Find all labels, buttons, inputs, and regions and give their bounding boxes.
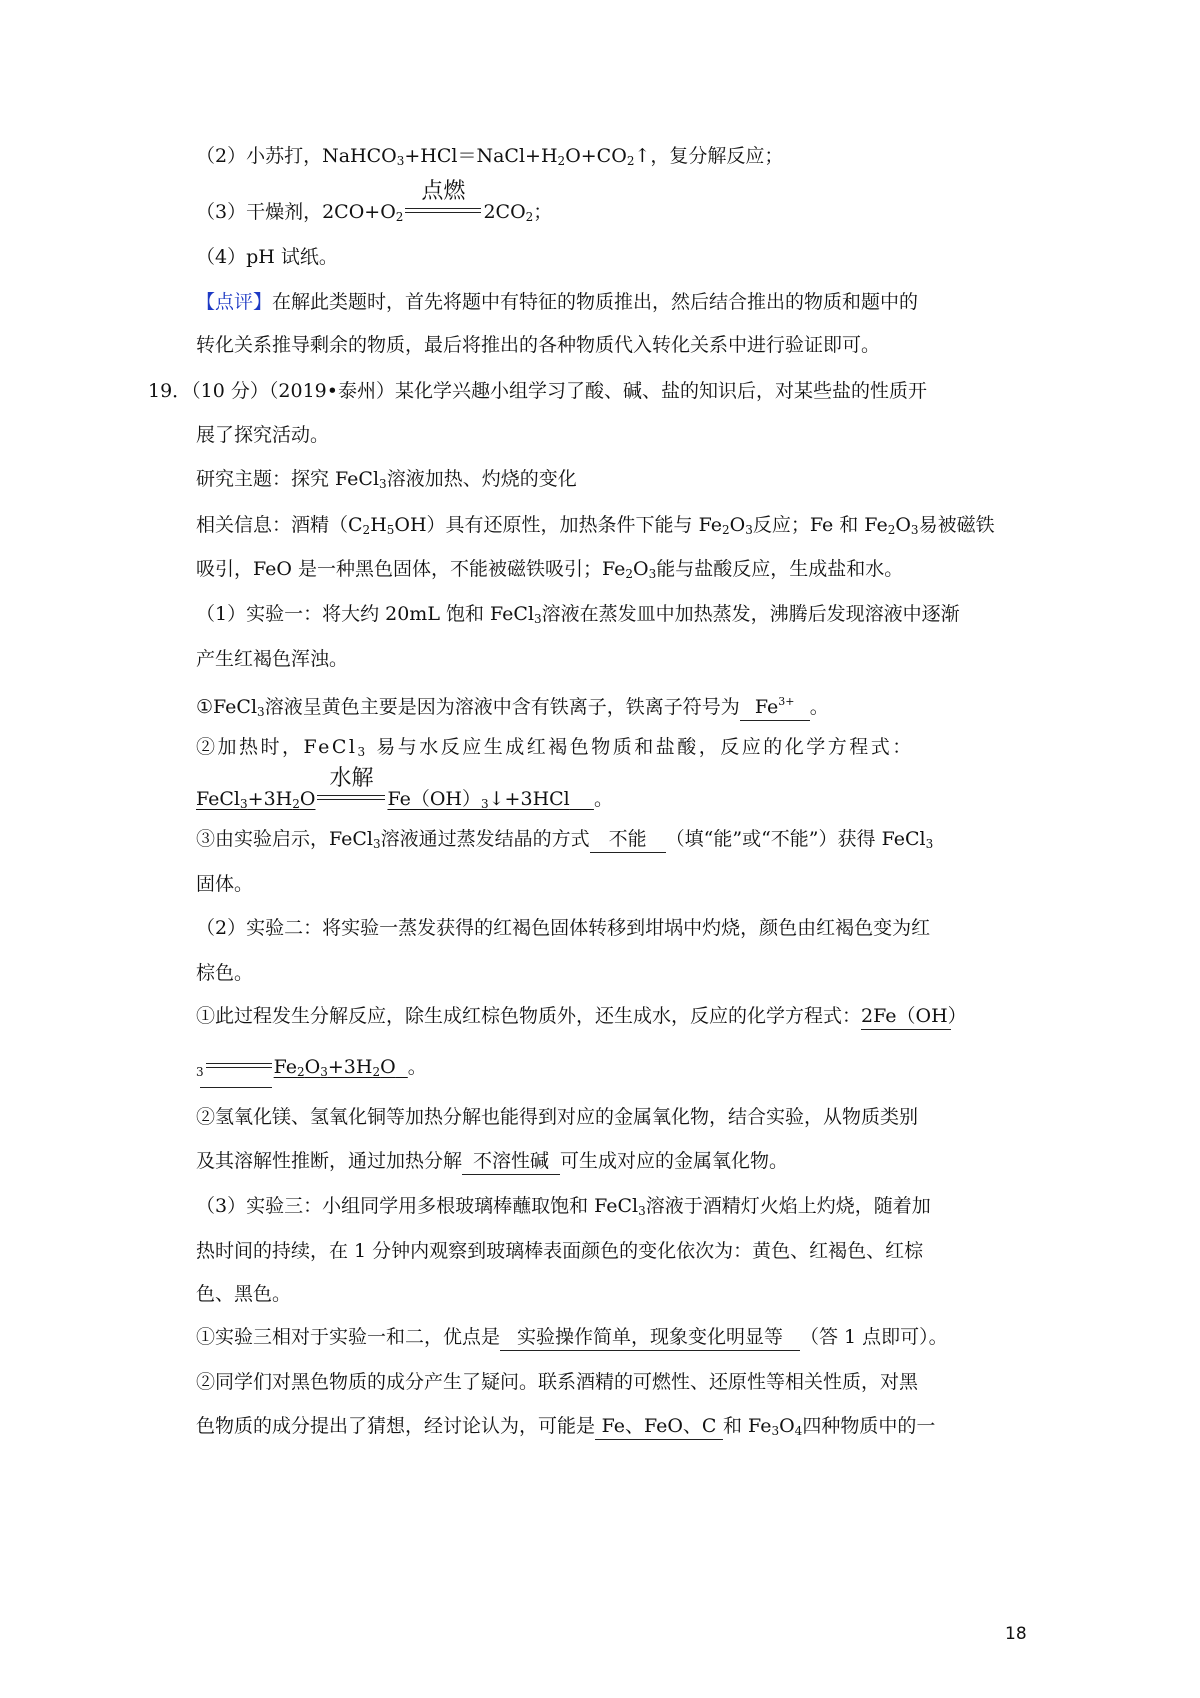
text: +HCl＝NaCl+H: [404, 145, 558, 167]
experiment-3-line-1: [196, 1193, 931, 1224]
text: 溶液在蒸发皿中加热蒸发，沸腾后发现溶液中逐渐: [541, 603, 960, 625]
text: +3H: [247, 788, 293, 810]
subscript: 3: [320, 1065, 328, 1079]
subscript: 3: [925, 837, 934, 851]
answer-blank: [740, 689, 810, 721]
subscript: 2: [887, 523, 896, 537]
text: O+CO: [565, 145, 627, 167]
experiment-1-equation: [196, 766, 613, 817]
subscript: 3: [910, 523, 919, 537]
subscript: 3: [771, 1424, 780, 1438]
answer-line-4: [196, 244, 338, 270]
comment-line-1: [196, 289, 918, 315]
text: ②同学们对黑色物质的成分产生了疑问。联系酒精的可燃性、还原性等相关性质，对黑: [196, 1371, 919, 1393]
subscript: 2: [362, 523, 371, 537]
experiment-1-q1: [196, 689, 829, 725]
answer-line-2: [196, 143, 783, 174]
text: （2）实验二：将实验一蒸发获得的红褐色固体转移到坩埚中灼烧，颜色由红褐色变为红: [196, 917, 931, 939]
text: ↑，复分解反应；: [634, 145, 784, 167]
reaction-condition-arrow: [315, 766, 387, 805]
text: ；: [533, 201, 553, 223]
experiment-2-line-1: [196, 915, 930, 941]
text: 反应；Fe 和 Fe: [752, 514, 888, 536]
answer-underline: [200, 1087, 272, 1088]
reaction-condition-arrow: [204, 1047, 274, 1073]
text: ②加热时，FeCl: [196, 736, 358, 758]
subscript: 2: [297, 1065, 305, 1079]
research-topic: [196, 466, 577, 497]
info-line-2: [196, 556, 903, 587]
text: 色物质的成分提出了猜想，经讨论认为，可能是: [196, 1415, 596, 1437]
condition-label: 点燃: [421, 179, 466, 204]
subscript: 3: [240, 797, 248, 811]
reaction-condition-arrow: [403, 179, 483, 218]
experiment-1-q3-cont: [196, 871, 253, 897]
subscript: 4: [794, 1424, 803, 1438]
subscript: 3: [648, 567, 657, 581]
subscript: 3: [481, 797, 489, 811]
experiment-3-line-3: [196, 1281, 291, 1307]
experiment-2-equation: [196, 1047, 427, 1085]
superscript: 3+: [778, 695, 795, 708]
text: 热时间的持续，在 1 分钟内观察到玻璃棒表面颜色的变化依次为：黄色、红褐色、红棕: [196, 1240, 924, 1262]
subscript: 2: [292, 797, 300, 811]
answer-blank: 不能: [590, 826, 666, 853]
text: O: [779, 1415, 795, 1437]
text: 色、黑色。: [196, 1283, 292, 1305]
text: 溶液加热、灼烧的变化: [386, 468, 577, 490]
text: 19．（10 分）（2019•泰州）某化学兴趣小组学习了酸、碱、盐的知识后，对某些盐的性质开: [148, 380, 927, 402]
text: 在解此类题时，首先将题中有特征的物质推出，然后结合推出的物质和题中的: [272, 291, 919, 313]
text: 相关信息：酒精（C: [196, 514, 363, 536]
text: O: [895, 514, 911, 536]
text: 棕色。: [196, 962, 254, 984]
text: 易被磁铁: [918, 514, 995, 536]
answer-blank: 实验操作简单，现象变化明显等: [500, 1324, 800, 1351]
text: 和 Fe: [723, 1415, 772, 1437]
text: 能与盐酸反应，生成盐和水。: [656, 558, 904, 580]
text: （3）实验三：小组同学用多根玻璃棒蘸取饱和 FeCl: [196, 1195, 639, 1217]
answer-equation: [196, 788, 315, 810]
text: （3）干燥剂，2CO+O: [196, 201, 396, 223]
text: O: [299, 788, 316, 810]
text: O: [633, 558, 649, 580]
subscript: 3: [373, 837, 381, 851]
text: FeCl: [196, 788, 241, 810]
text: （答 1 点即可）。: [800, 1326, 948, 1348]
experiment-1-q2: [196, 734, 914, 765]
text: OH）具有还原性，加热条件下能与 Fe: [394, 514, 722, 536]
page-number: 18: [1005, 1624, 1027, 1644]
text: ①实验三相对于实验一和二，优点是: [196, 1326, 501, 1348]
info-line-1: [196, 512, 995, 543]
subscript: 2: [395, 210, 404, 224]
comment-tag: 【点评】: [196, 291, 273, 313]
text: ①此过程发生分解反应，除生成红棕色物质外，还生成水，反应的化学方程式：: [196, 1005, 862, 1027]
text: +3H: [327, 1056, 373, 1078]
text: O: [380, 1056, 396, 1078]
text: ②氢氧化镁、氢氧化铜等加热分解也能得到对应的金属氧化物，结合实验，从物质类别: [196, 1106, 919, 1128]
subscript: 3: [257, 705, 265, 719]
text: （填“能”或“不能”）获得 FeCl: [665, 828, 926, 850]
answer-blank: 不溶性碱: [462, 1148, 560, 1175]
text: ①FeCl: [196, 696, 258, 718]
text: 产生红褐色浑浊。: [196, 648, 349, 670]
experiment-1-line-2: [196, 646, 348, 672]
answer-equation: [274, 1056, 408, 1078]
subscript: 3: [534, 612, 542, 626]
subscript: 2: [721, 523, 730, 537]
experiment-3-q2-line-2: [196, 1413, 935, 1444]
subscript: 2: [626, 154, 635, 168]
text: 。: [593, 788, 613, 810]
answer-blank: Fe、FeO、C: [595, 1413, 723, 1440]
text: 四种物质中的一: [802, 1415, 936, 1437]
question-19-line-2: [196, 422, 329, 448]
experiment-3-q2-line-1: [196, 1369, 918, 1395]
text: （2）小苏打，NaHCO: [196, 145, 397, 167]
text: 2CO: [483, 201, 526, 223]
experiment-2-q1: [196, 1003, 967, 1030]
text: 溶液于酒精灯火焰上灼烧，随着加: [645, 1195, 931, 1217]
text: 吸引，FeO 是一种黑色固体，不能被磁铁吸引；Fe: [196, 558, 626, 580]
subscript: 3: [357, 745, 368, 759]
subscript: 3: [196, 1065, 204, 1079]
text: （1）实验一：将大约 20mL 饱和 FeCl: [196, 603, 535, 625]
text: 可生成对应的金属氧化物。: [560, 1150, 789, 1172]
subscript: 2: [557, 154, 566, 168]
text: Fe（OH）: [387, 788, 481, 810]
subscript: 2: [372, 1065, 381, 1079]
experiment-2-q2-line-2: [196, 1148, 788, 1175]
subscript: 2: [525, 210, 534, 224]
text: 。: [809, 696, 829, 718]
experiment-1-line-1: [196, 601, 960, 632]
text: ↓+3HCl: [488, 788, 570, 810]
subscript: 3: [379, 477, 387, 491]
text: （4）pH 试纸。: [196, 246, 338, 268]
experiment-2-line-2: [196, 960, 253, 986]
text: 及其溶解性推断，通过加热分解: [196, 1150, 463, 1172]
answer-equation: [387, 788, 593, 810]
text: 溶液通过蒸发结晶的方式: [380, 828, 590, 850]
text: 。: [407, 1056, 427, 1078]
text: 展了探究活动。: [196, 424, 330, 446]
text: O: [729, 514, 746, 536]
subscript: 3: [396, 154, 405, 168]
experiment-3-q1: [196, 1324, 948, 1351]
text: 固体。: [196, 873, 254, 895]
subscript: 2: [625, 567, 634, 581]
comment-line-2: [196, 332, 880, 358]
subscript: 3: [745, 523, 753, 537]
text: H: [370, 514, 387, 536]
condition-label: 水解: [329, 766, 374, 791]
answer-blank: 2Fe（OH）: [861, 1003, 951, 1030]
subscript: 5: [386, 523, 395, 537]
answer-line-3: [196, 179, 553, 230]
text: Fe: [273, 1056, 298, 1078]
experiment-3-line-2: [196, 1238, 923, 1264]
text: O: [304, 1056, 321, 1078]
text: 易与水反应生成红褐色物质和盐酸，反应的化学方程式：: [367, 736, 914, 758]
experiment-2-q2-line-1: [196, 1104, 918, 1130]
question-19-line-1: [148, 378, 927, 404]
experiment-1-q3: [196, 826, 933, 857]
text: 研究主题：探究 FeCl: [196, 468, 380, 490]
subscript: 3: [638, 1204, 646, 1218]
text: 转化关系推导剩余的物质，最后将推出的各种物质代入转化关系中进行验证即可。: [196, 334, 881, 356]
text: ③由实验启示，FeCl: [196, 828, 374, 850]
answer-text: Fe: [754, 696, 779, 718]
text: 溶液呈黄色主要是因为溶液中含有铁离子，铁离子符号为: [264, 696, 740, 718]
